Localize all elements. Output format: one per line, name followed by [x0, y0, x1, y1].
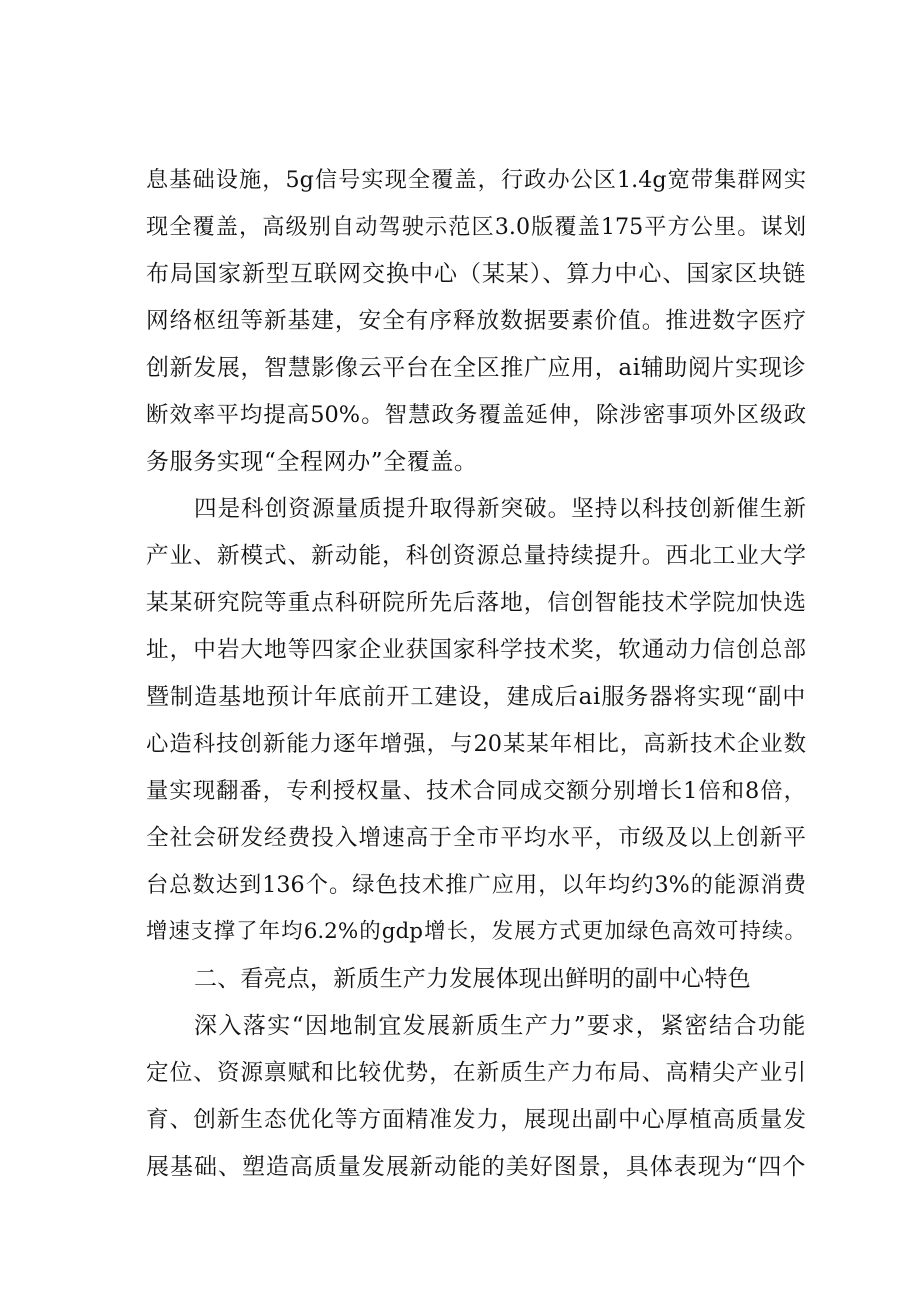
paragraph-2-line: 四是科创资源量质提升取得新突破。坚持以科技创新催生新	[194, 496, 806, 522]
paragraph-1-line: 创新发展，智慧影像云平台在全区推广应用，ai辅助阅片实现诊	[146, 355, 806, 381]
paragraph-2-line: 暨制造基地预计年底前开工建设，建成后ai服务器将实现“副中	[146, 684, 806, 710]
paragraph-1-line: 务服务实现“全程网办”全覆盖。	[146, 449, 478, 475]
paragraph-1-line: 布局国家新型互联网交换中心（某某）、算力中心、国家区块链	[146, 261, 806, 287]
paragraph-1-line: 息基础设施，5g信号实现全覆盖，行政办公区1.4g宽带集群网实	[146, 167, 806, 193]
paragraph-3-line: 展基础、塑造高质量发展新动能的美好图景，具体表现为“四个	[146, 1154, 806, 1180]
paragraph-2-line: 量实现翻番，专利授权量、技术合同成交额分别增长1倍和8倍，	[146, 778, 806, 804]
paragraph-2-line: 址，中岩大地等四家企业获国家科学技术奖，软通动力信创总部	[146, 637, 806, 663]
paragraph-1-line: 现全覆盖，高级别自动驾驶示范区3.0版覆盖175平方公里。谋划	[146, 214, 806, 240]
paragraph-1-line: 断效率平均提高50%。智慧政务覆盖延伸，除涉密事项外区级政	[146, 402, 806, 428]
paragraph-2-line: 增速支撑了年均6.2%的gdp增长，发展方式更加绿色高效可持续。	[146, 919, 806, 944]
paragraph-3-line: 定位、资源禀赋和比较优势，在新质生产力布局、高精尖产业引	[146, 1060, 806, 1086]
paragraph-2-line: 某某研究院等重点科研院所先后落地，信创智能技术学院加快选	[146, 590, 806, 616]
paragraph-2-line: 心造科技创新能力逐年增强，与20某某年相比，高新技术企业数	[146, 731, 806, 757]
paragraph-1-line: 网络枢纽等新基建，安全有序释放数据要素价值。推进数字医疗	[146, 308, 806, 334]
paragraph-2-line: 全社会研发经费投入增速高于全市平均水平，市级及以上创新平	[146, 825, 806, 851]
paragraph-2-line: 台总数达到136个。绿色技术推广应用，以年均约3%的能源消费	[146, 872, 806, 898]
paragraph-2-line: 产业、新模式、新动能，科创资源总量持续提升。西北工业大学	[146, 543, 806, 569]
paragraph-3-line: 育、创新生态优化等方面精准发力，展现出副中心厚植高质量发	[146, 1107, 806, 1133]
paragraph-3-line: 深入落实“因地制宜发展新质生产力”要求，紧密结合功能	[194, 1013, 806, 1039]
section-heading: 二、看亮点，新质生产力发展体现出鲜明的副中心特色	[194, 966, 751, 992]
